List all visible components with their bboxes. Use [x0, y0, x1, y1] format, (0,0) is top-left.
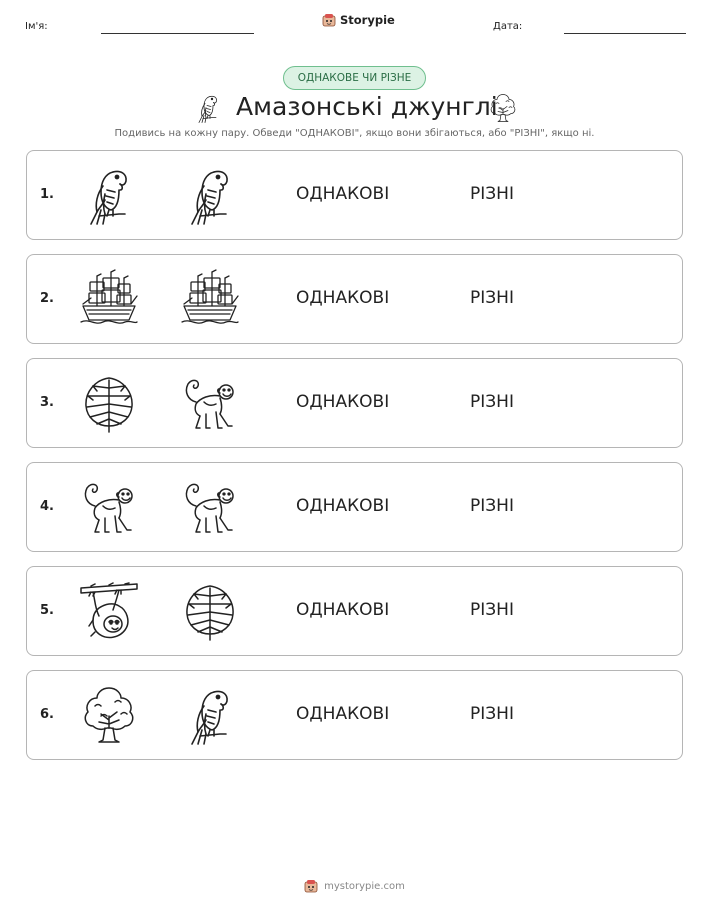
option-different[interactable]: РІЗНІ — [470, 496, 514, 516]
instructions: Подивись на кожну пару. Обведи "ОДНАКОВІ", якщо вони збігаються, або "РІЗНІ", якщо ні. — [114, 128, 595, 139]
option-same[interactable]: ОДНАКОВІ — [296, 496, 390, 516]
monkey-icon — [180, 372, 240, 434]
parrot-icon — [180, 164, 240, 226]
row-number: 1. — [40, 187, 54, 202]
sloth-icon — [79, 580, 139, 642]
parrot-icon — [79, 164, 139, 226]
name-label: Ім'я: — [25, 21, 48, 32]
option-same[interactable]: ОДНАКОВІ — [296, 392, 390, 412]
exercise-row — [26, 670, 683, 760]
exercise-row — [26, 462, 683, 552]
option-same[interactable]: ОДНАКОВІ — [296, 184, 390, 204]
ship-icon — [79, 268, 139, 330]
exercise-row — [26, 566, 683, 656]
parrot-icon — [193, 92, 223, 124]
leaf-icon — [180, 580, 240, 642]
option-same[interactable]: ОДНАКОВІ — [296, 600, 390, 620]
storypie-logo-icon — [304, 879, 318, 893]
option-same[interactable]: ОДНАКОВІ — [296, 288, 390, 308]
page-title: Амазонські джунглі — [236, 92, 498, 121]
row-number: 5. — [40, 603, 54, 618]
tree-icon — [488, 92, 518, 124]
date-label: Дата: — [493, 21, 523, 32]
option-different[interactable]: РІЗНІ — [470, 600, 514, 620]
row-number: 3. — [40, 395, 54, 410]
exercise-row — [26, 358, 683, 448]
date-line[interactable] — [564, 33, 686, 34]
storypie-logo-icon — [322, 13, 336, 27]
title-row — [0, 90, 709, 130]
ship-icon — [180, 268, 240, 330]
option-different[interactable]: РІЗНІ — [470, 288, 514, 308]
option-different[interactable]: РІЗНІ — [470, 704, 514, 724]
monkey-icon — [79, 476, 139, 538]
exercise-row — [26, 150, 683, 240]
row-number: 2. — [40, 291, 54, 306]
option-different[interactable]: РІЗНІ — [470, 184, 514, 204]
worksheet-type-badge: ОДНАКОВЕ ЧИ РІЗНЕ — [283, 66, 426, 90]
option-same[interactable]: ОДНАКОВІ — [296, 704, 390, 724]
name-line[interactable] — [101, 33, 254, 34]
row-number: 6. — [40, 707, 54, 722]
tree-icon — [79, 684, 139, 746]
brand-name: Storypie — [340, 13, 395, 27]
leaf-icon — [79, 372, 139, 434]
option-different[interactable]: РІЗНІ — [470, 392, 514, 412]
footer-url: mystorypie.com — [324, 880, 405, 892]
brand — [322, 13, 395, 27]
monkey-icon — [180, 476, 240, 538]
parrot-icon — [180, 684, 240, 746]
row-number: 4. — [40, 499, 54, 514]
exercise-row — [26, 254, 683, 344]
footer — [0, 879, 709, 893]
